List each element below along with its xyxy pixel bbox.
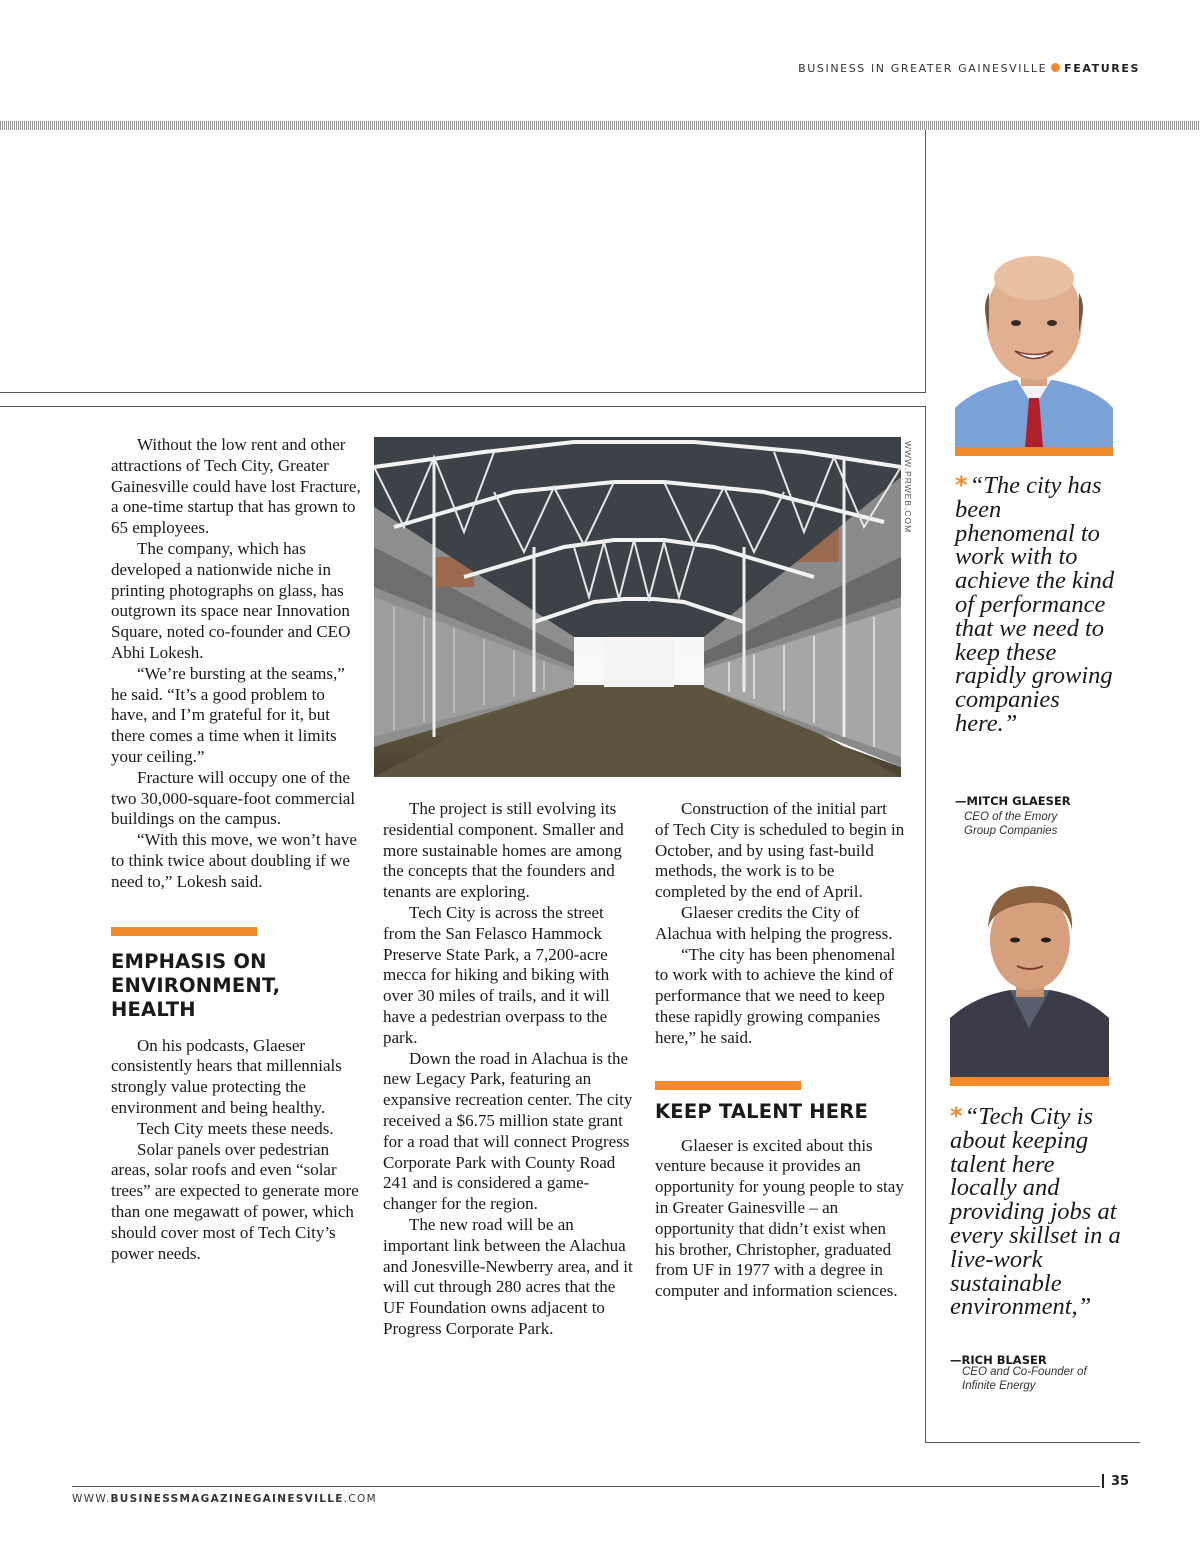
article-column-3: [655, 799, 905, 1302]
bullet-dot-icon: [1051, 63, 1060, 72]
body-paragraph: “We’re bursting at the seams,” he said. “It’s a good problem to have, and I’m grateful for it, but there comes a time when it limits your ceiling.”: [111, 663, 345, 766]
header-hatch-rule: [0, 121, 1200, 130]
body-paragraph: Tech City is across the street from the San Felasco Hammock Preserve State Park, a 7,200-acre mecca for hiking and biking with over 30 miles of trails, and it will have a pedestrian overpass to the park.: [383, 902, 610, 1047]
pull-quote-1: [955, 471, 1125, 737]
pull-quote-2: [950, 1102, 1125, 1321]
page-number-mark: [1102, 1474, 1104, 1488]
url-prefix: WWW.: [72, 1493, 111, 1505]
body-paragraph: “The city has been phenomenal to work with to achieve the kind of performance that we need to keep these rapidly growing companies here,” he said.: [655, 944, 896, 1047]
sidebar-divider: [925, 406, 926, 1442]
url-suffix: .COM: [343, 1493, 377, 1505]
tech-city-rendering-image: [374, 437, 901, 777]
asterisk-icon: *: [950, 1102, 963, 1130]
subhead-accent-bar: [111, 927, 257, 936]
publication-name: BUSINESS IN GREATER GAINESVILLE: [798, 62, 1048, 75]
portrait-accent-bar: [950, 1077, 1109, 1086]
url-domain: BUSINESSMAGAZINEGAINESVILLE: [110, 1493, 344, 1505]
article-column-1: [111, 435, 361, 1264]
section-rule-1: [0, 392, 925, 393]
body-paragraph: Solar panels over pedestrian areas, solar roofs and even “solar trees” are expected to generate more than one megawatt of power, which should cover most of Tech City’s power needs.: [111, 1139, 359, 1263]
quote-attribution-name: —MITCH GLAESER: [955, 794, 1071, 808]
body-paragraph: Without the low rent and other attractions of Tech City, Greater Gainesville could have lost Fracture, a one-time startup that has grown to 65 employees.: [111, 435, 361, 538]
section-rule-2: [0, 406, 925, 407]
quote-attribution-title: CEO of the Emory Group Companies: [964, 811, 1058, 837]
body-paragraph: On his podcasts, Glaeser consistently hears that millennials strongly value protecting the environment and being healthy.: [111, 1035, 342, 1117]
asterisk-icon: *: [955, 471, 968, 499]
quote-attribution-name: —RICH BLASER: [950, 1353, 1047, 1367]
body-paragraph: The project is still evolving its residential component. Smaller and more sustainable homes are among the concepts that the founders and tenants are exploring.: [383, 799, 624, 902]
body-paragraph: The company, which has developed a nationwide niche in printing photographs on glass, has outgrown its space near Innovation Square, noted co-founder and CEO Abhi Lokesh.: [111, 538, 351, 662]
body-paragraph: The new road will be an important link between the Alachua and Jonesville-Newberry area, and it will cut through 280 acres that the UF Foundation owns adjacent to Progress Corporate Park.: [383, 1214, 633, 1338]
article-column-2: [383, 799, 633, 1340]
subhead-emphasis: EMPHASIS ON ENVIRONMENT, HEALTH: [111, 949, 281, 1021]
person-portrait-icon: [950, 878, 1109, 1086]
body-paragraph: Glaeser is excited about this venture because it provides an opportunity for young people to stay in Greater Gainesville – an opportunity that didn’t exist when his brother, Christopher, graduated from UF in 1977 with a degree in computer and information sciences.: [655, 1135, 904, 1301]
body-paragraph: Tech City meets these needs.: [137, 1118, 334, 1138]
solar-canopy-rendering-icon: [374, 437, 901, 777]
rich-blaser-portrait: [950, 878, 1109, 1086]
page-number: 35: [1111, 1474, 1130, 1489]
pull-quote-text: “The city has been phenomenal to work with to achieve the kind of performance that we need to keep these rapidly growing companies here.”: [955, 472, 1115, 737]
running-header: [798, 62, 1140, 75]
body-paragraph: Construction of the initial part of Tech City is scheduled to begin in October, and by using fast-build methods, the work is to be completed by the end of April.: [655, 799, 905, 902]
body-paragraph: Glaeser credits the City of Alachua with helping the progress.: [655, 902, 893, 943]
body-paragraph: “With this move, we won’t have to think twice about doubling if we need to,” Lokesh said.: [111, 830, 357, 891]
section-name: FEATURES: [1064, 62, 1140, 75]
pull-quote-text: “Tech City is about keeping talent here locally and providing jobs at every skillset in a live-work sustainable environment,”: [950, 1103, 1121, 1321]
footer-rule: [72, 1486, 1100, 1487]
body-paragraph: Down the road in Alachua is the new Legacy Park, featuring an expansive recreation center. The city received a $6.75 million state grant for a road that will connect Progress Corporate Park with County Road 241 and is considered a game-changer for the region.: [383, 1048, 633, 1214]
subhead-keep-talent: KEEP TALENT HERE: [655, 1099, 869, 1123]
person-portrait-icon: [955, 248, 1113, 456]
portrait-accent-bar: [955, 447, 1113, 456]
body-paragraph: Fracture will occupy one of the two 30,000-square-foot commercial buildings on the campus.: [111, 767, 356, 829]
mitch-glaeser-portrait: [955, 248, 1113, 456]
sidebar-divider-top: [925, 130, 926, 393]
sidebar-bottom-rule: [925, 1442, 1140, 1443]
footer-website-link[interactable]: [72, 1493, 377, 1505]
photo-credit: WWW.PRWEB.COM: [903, 441, 913, 534]
quote-attribution-title: CEO and Co-Founder of Infinite Energy: [962, 1366, 1087, 1392]
subhead-accent-bar: [655, 1081, 801, 1090]
